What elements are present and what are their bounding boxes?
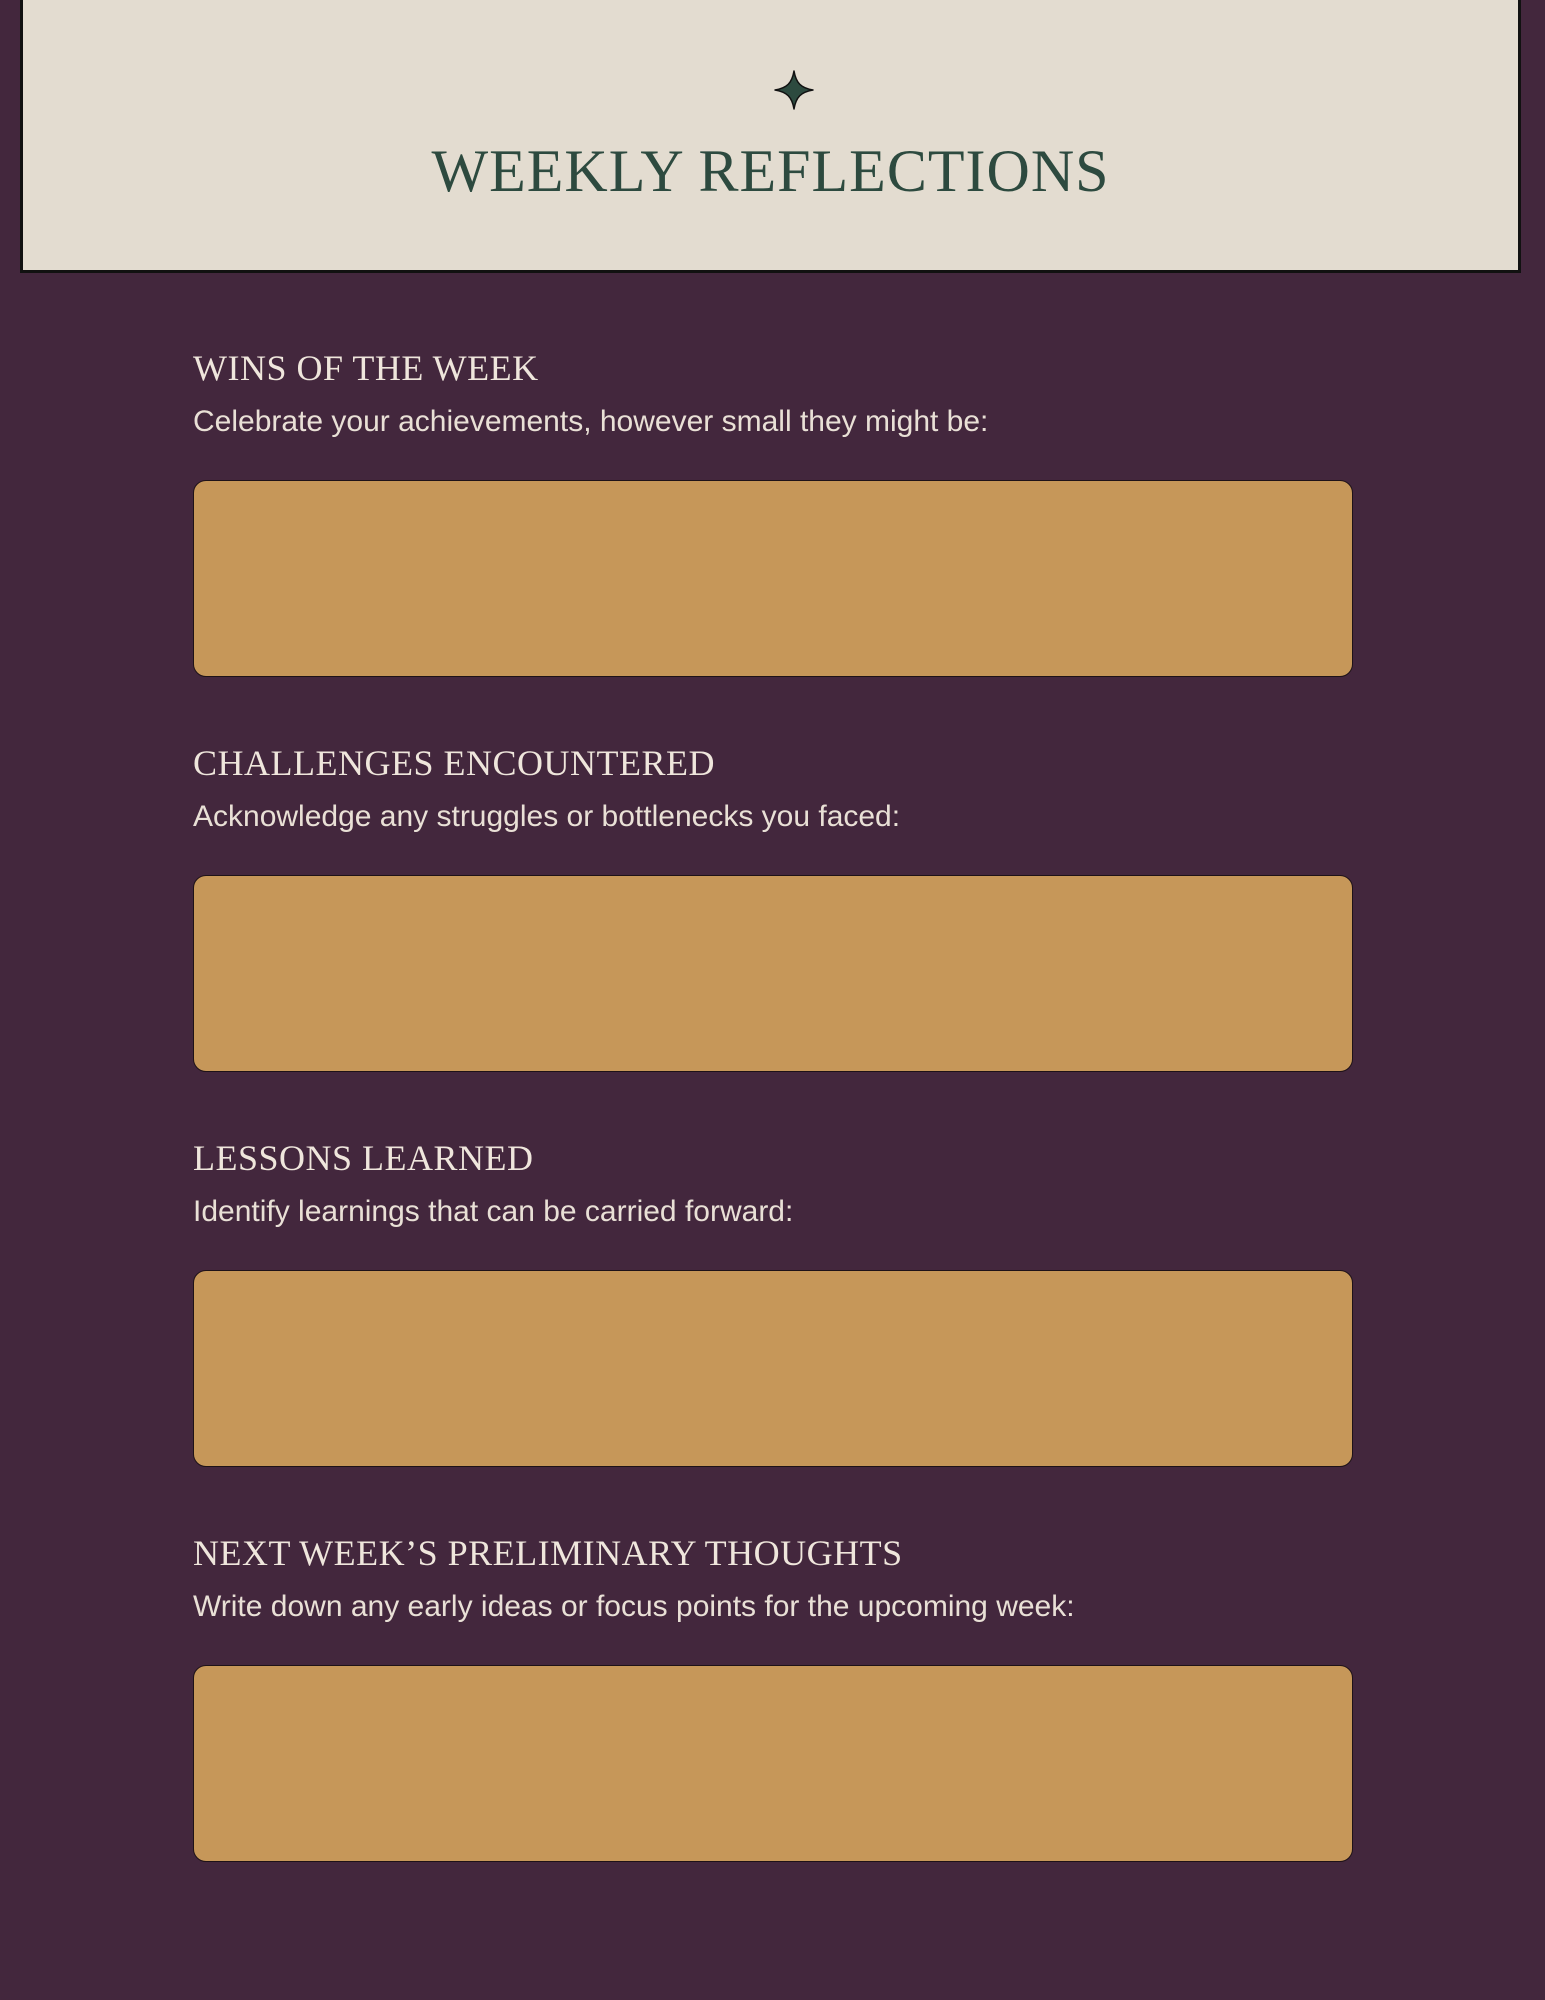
section-heading: NEXT WEEK’S PRELIMINARY THOUGHTS: [193, 1533, 903, 1573]
section-lessons: [193, 1136, 1353, 1467]
page-header: [20, 0, 1521, 273]
four-point-star-icon: [774, 70, 814, 110]
section-heading: WINS OF THE WEEK: [193, 348, 539, 388]
wins-answer-field[interactable]: [193, 480, 1353, 677]
section-prompt: Celebrate your achievements, however small they might be:: [193, 405, 989, 438]
lessons-answer-field[interactable]: [193, 1270, 1353, 1467]
page-title: WEEKLY REFLECTIONS: [431, 138, 1110, 204]
section-next-week: [193, 1531, 1353, 1862]
section-heading: LESSONS LEARNED: [193, 1138, 534, 1178]
section-wins: [193, 346, 1353, 677]
section-prompt: Write down any early ideas or focus points for the upcoming week:: [193, 1590, 1075, 1623]
section-prompt: Identify learnings that can be carried forward:: [193, 1195, 794, 1228]
section-prompt: Acknowledge any struggles or bottlenecks you faced:: [193, 800, 901, 833]
section-challenges: [193, 741, 1353, 1072]
section-heading: CHALLENGES ENCOUNTERED: [193, 743, 715, 783]
challenges-answer-field[interactable]: [193, 875, 1353, 1072]
next-week-answer-field[interactable]: [193, 1665, 1353, 1862]
